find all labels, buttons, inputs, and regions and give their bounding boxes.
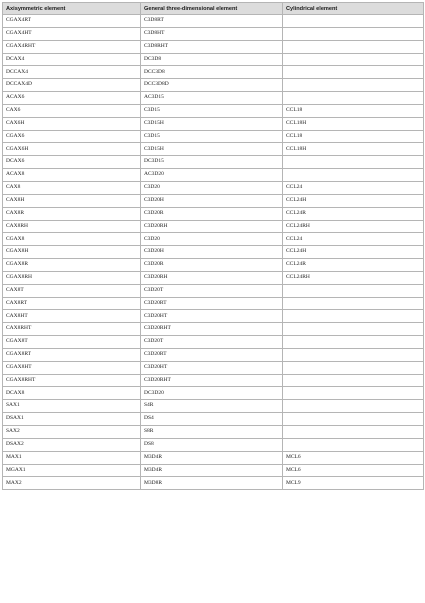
cell-axisymmetric: CAX8HT bbox=[3, 310, 141, 323]
cell-general-3d: DC3D8 bbox=[141, 53, 283, 66]
cell-axisymmetric: CAX8T bbox=[3, 284, 141, 297]
table-row bbox=[3, 207, 424, 220]
cell-general-3d: M3D4R bbox=[141, 451, 283, 464]
cell-general-3d: C3D15 bbox=[141, 104, 283, 117]
table-row bbox=[3, 246, 424, 259]
table-row bbox=[3, 413, 424, 426]
cell-axisymmetric: ACAX6 bbox=[3, 92, 141, 105]
cell-axisymmetric: ACAX8 bbox=[3, 169, 141, 182]
cell-general-3d: S4R bbox=[141, 400, 283, 413]
cell-axisymmetric: CAX8RHT bbox=[3, 323, 141, 336]
table-row bbox=[3, 438, 424, 451]
cell-axisymmetric: CGAX8HT bbox=[3, 361, 141, 374]
cell-cylindrical bbox=[283, 336, 424, 349]
cell-cylindrical bbox=[283, 426, 424, 439]
table-row bbox=[3, 66, 424, 79]
cell-cylindrical bbox=[283, 413, 424, 426]
cell-axisymmetric: DCAX8 bbox=[3, 387, 141, 400]
cell-general-3d: C3D20R bbox=[141, 259, 283, 272]
cell-general-3d: C3D20 bbox=[141, 233, 283, 246]
cell-general-3d: C3D20H bbox=[141, 194, 283, 207]
cell-cylindrical: CCL24H bbox=[283, 194, 424, 207]
cell-cylindrical: CCL24R bbox=[283, 259, 424, 272]
cell-axisymmetric: CGAX8 bbox=[3, 233, 141, 246]
cell-axisymmetric: MGAX1 bbox=[3, 464, 141, 477]
cell-cylindrical: CCL24H bbox=[283, 246, 424, 259]
table-row bbox=[3, 27, 424, 40]
cell-cylindrical bbox=[283, 400, 424, 413]
cell-axisymmetric: MAX2 bbox=[3, 477, 141, 490]
cell-axisymmetric: CGAX4RHT bbox=[3, 40, 141, 53]
cell-axisymmetric: CGAX4RT bbox=[3, 15, 141, 28]
cell-axisymmetric: CAX8R bbox=[3, 207, 141, 220]
cell-axisymmetric: CAX8RT bbox=[3, 297, 141, 310]
cell-cylindrical bbox=[283, 53, 424, 66]
header-general-3d: General three-dimensional element bbox=[141, 3, 283, 15]
cell-cylindrical bbox=[283, 156, 424, 169]
cell-cylindrical: CCL24R bbox=[283, 207, 424, 220]
table-row bbox=[3, 169, 424, 182]
cell-axisymmetric: CGAX8H bbox=[3, 246, 141, 259]
table-row bbox=[3, 156, 424, 169]
cell-axisymmetric: CGAX6H bbox=[3, 143, 141, 156]
cell-general-3d: C3D8RT bbox=[141, 15, 283, 28]
cell-axisymmetric: CAX8RH bbox=[3, 220, 141, 233]
cell-axisymmetric: DSAX2 bbox=[3, 438, 141, 451]
cell-cylindrical: CCL18 bbox=[283, 104, 424, 117]
table-row bbox=[3, 194, 424, 207]
table-row bbox=[3, 53, 424, 66]
cell-cylindrical: CCL24 bbox=[283, 181, 424, 194]
cell-general-3d: C3D8HT bbox=[141, 27, 283, 40]
table-row bbox=[3, 361, 424, 374]
cell-cylindrical: MCL6 bbox=[283, 464, 424, 477]
cell-general-3d: DCC3D8 bbox=[141, 66, 283, 79]
table-row bbox=[3, 92, 424, 105]
table-row bbox=[3, 259, 424, 272]
cell-general-3d: C3D20RHT bbox=[141, 323, 283, 336]
cell-general-3d: M3D4R bbox=[141, 464, 283, 477]
cell-cylindrical bbox=[283, 297, 424, 310]
cell-cylindrical bbox=[283, 361, 424, 374]
cell-general-3d: C3D20RH bbox=[141, 271, 283, 284]
table-row bbox=[3, 310, 424, 323]
cell-cylindrical: CCL18H bbox=[283, 143, 424, 156]
table-row bbox=[3, 336, 424, 349]
table-row bbox=[3, 104, 424, 117]
table-row bbox=[3, 464, 424, 477]
cell-general-3d: C3D8RHT bbox=[141, 40, 283, 53]
cell-general-3d: C3D20RHT bbox=[141, 374, 283, 387]
cell-general-3d: DS8 bbox=[141, 438, 283, 451]
table-row bbox=[3, 400, 424, 413]
table-header bbox=[3, 3, 424, 15]
header-axisymmetric: Axisymmetric element bbox=[3, 3, 141, 15]
cell-general-3d: S8R bbox=[141, 426, 283, 439]
table-body bbox=[3, 15, 424, 490]
cell-cylindrical bbox=[283, 348, 424, 361]
cell-axisymmetric: DSAX1 bbox=[3, 413, 141, 426]
table-row bbox=[3, 284, 424, 297]
cell-general-3d: C3D20HT bbox=[141, 310, 283, 323]
cell-cylindrical bbox=[283, 27, 424, 40]
cell-cylindrical: CCL18 bbox=[283, 130, 424, 143]
cell-axisymmetric: DCCAX4D bbox=[3, 79, 141, 92]
cell-axisymmetric: CGAX6 bbox=[3, 130, 141, 143]
cell-axisymmetric: CGAX8RH bbox=[3, 271, 141, 284]
cell-axisymmetric: CGAX8RT bbox=[3, 348, 141, 361]
cell-cylindrical bbox=[283, 310, 424, 323]
cell-axisymmetric: DCAX4 bbox=[3, 53, 141, 66]
cell-cylindrical bbox=[283, 79, 424, 92]
table-row bbox=[3, 477, 424, 490]
cell-general-3d: M3D8R bbox=[141, 477, 283, 490]
cell-axisymmetric: MAX1 bbox=[3, 451, 141, 464]
cell-cylindrical: CCL24RH bbox=[283, 220, 424, 233]
cell-general-3d: DCC3D8D bbox=[141, 79, 283, 92]
cell-axisymmetric: SAX1 bbox=[3, 400, 141, 413]
table-row bbox=[3, 117, 424, 130]
cell-general-3d: C3D20RH bbox=[141, 220, 283, 233]
cell-axisymmetric: CGAX4HT bbox=[3, 27, 141, 40]
table-row bbox=[3, 374, 424, 387]
cell-general-3d: C3D20 bbox=[141, 181, 283, 194]
cell-general-3d: DS4 bbox=[141, 413, 283, 426]
cell-axisymmetric: CAX6 bbox=[3, 104, 141, 117]
table-row bbox=[3, 297, 424, 310]
cell-axisymmetric: CGAX8RHT bbox=[3, 374, 141, 387]
cell-general-3d: C3D20T bbox=[141, 284, 283, 297]
cell-axisymmetric: CAX6H bbox=[3, 117, 141, 130]
cell-general-3d: AC3D15 bbox=[141, 92, 283, 105]
cell-cylindrical bbox=[283, 169, 424, 182]
cell-cylindrical bbox=[283, 374, 424, 387]
element-correspondence-table bbox=[2, 2, 424, 490]
cell-axisymmetric: DCAX6 bbox=[3, 156, 141, 169]
cell-axisymmetric: SAX2 bbox=[3, 426, 141, 439]
header-cylindrical: Cylindrical element bbox=[283, 3, 424, 15]
cell-general-3d: C3D20H bbox=[141, 246, 283, 259]
cell-cylindrical bbox=[283, 40, 424, 53]
cell-cylindrical bbox=[283, 66, 424, 79]
cell-cylindrical: CCL24 bbox=[283, 233, 424, 246]
table-row bbox=[3, 15, 424, 28]
cell-general-3d: DC3D15 bbox=[141, 156, 283, 169]
cell-general-3d: C3D20T bbox=[141, 336, 283, 349]
cell-general-3d: C3D20R bbox=[141, 207, 283, 220]
cell-cylindrical: MCL6 bbox=[283, 451, 424, 464]
cell-axisymmetric: DCCAX4 bbox=[3, 66, 141, 79]
table-row bbox=[3, 348, 424, 361]
table-row bbox=[3, 426, 424, 439]
cell-cylindrical bbox=[283, 323, 424, 336]
cell-cylindrical: CCL24RH bbox=[283, 271, 424, 284]
table-row bbox=[3, 79, 424, 92]
header-row bbox=[3, 3, 424, 15]
cell-general-3d: AC3D20 bbox=[141, 169, 283, 182]
table-row bbox=[3, 220, 424, 233]
table-row bbox=[3, 323, 424, 336]
table-row bbox=[3, 130, 424, 143]
cell-general-3d: C3D15H bbox=[141, 143, 283, 156]
element-table-container bbox=[2, 2, 423, 490]
cell-general-3d: C3D20HT bbox=[141, 361, 283, 374]
table-row bbox=[3, 271, 424, 284]
cell-cylindrical bbox=[283, 387, 424, 400]
cell-general-3d: C3D20RT bbox=[141, 348, 283, 361]
cell-cylindrical bbox=[283, 438, 424, 451]
cell-cylindrical bbox=[283, 92, 424, 105]
cell-cylindrical bbox=[283, 15, 424, 28]
table-row bbox=[3, 233, 424, 246]
cell-axisymmetric: CGAX8R bbox=[3, 259, 141, 272]
cell-general-3d: C3D20RT bbox=[141, 297, 283, 310]
table-row bbox=[3, 387, 424, 400]
cell-axisymmetric: CGAX8T bbox=[3, 336, 141, 349]
cell-general-3d: DC3D20 bbox=[141, 387, 283, 400]
cell-axisymmetric: CAX8H bbox=[3, 194, 141, 207]
cell-axisymmetric: CAX8 bbox=[3, 181, 141, 194]
cell-cylindrical bbox=[283, 284, 424, 297]
table-row bbox=[3, 451, 424, 464]
table-row bbox=[3, 40, 424, 53]
cell-general-3d: C3D15H bbox=[141, 117, 283, 130]
cell-cylindrical: MCL9 bbox=[283, 477, 424, 490]
cell-cylindrical: CCL18H bbox=[283, 117, 424, 130]
table-row bbox=[3, 143, 424, 156]
table-row bbox=[3, 181, 424, 194]
cell-general-3d: C3D15 bbox=[141, 130, 283, 143]
